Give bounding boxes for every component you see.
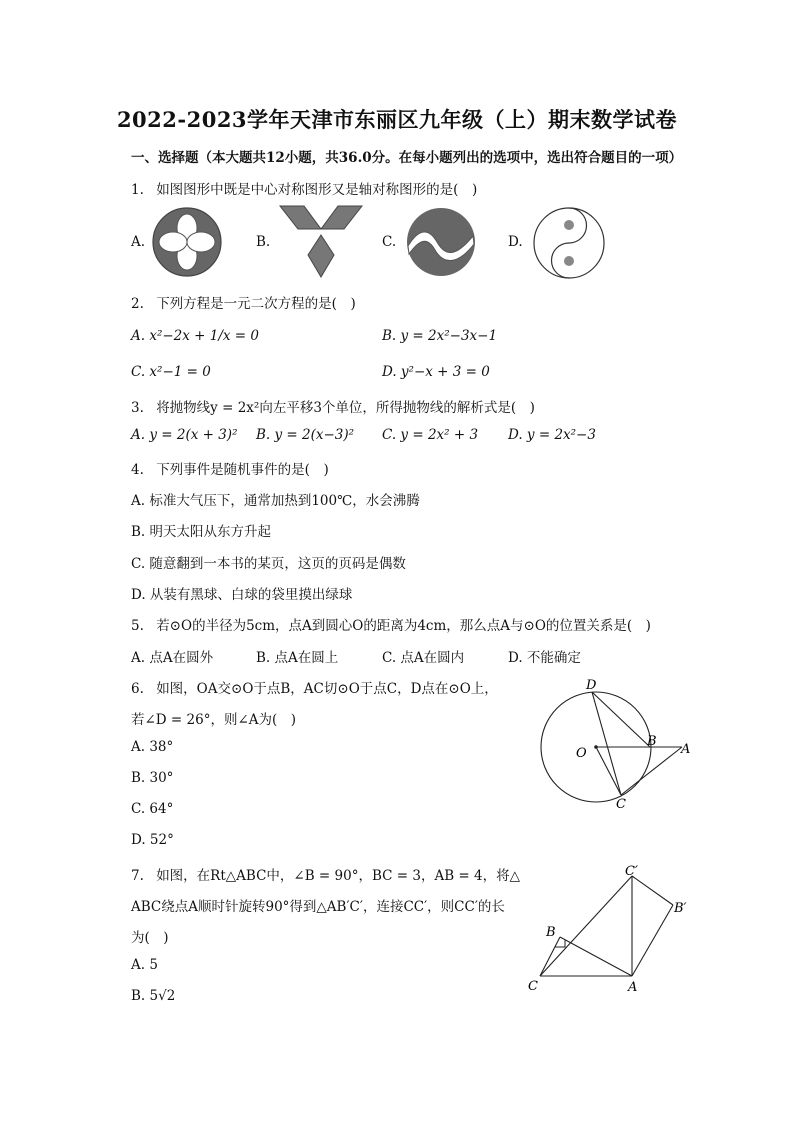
label-d: D xyxy=(586,678,597,693)
figure-q6-circle-tangent xyxy=(540,676,700,811)
option-b: B. 点A在圆上 xyxy=(256,650,339,666)
option-a: A. 5 xyxy=(131,957,158,973)
option-c: C. xyxy=(382,234,397,250)
label-c: C xyxy=(528,979,538,994)
page-title: 2022-2023学年天津市东丽区九年级（上）期末数学试卷 xyxy=(116,107,678,132)
section-heading: 一、选择题（本大题共12小题，共36.0分。在每小题列出的选项中，选出符合题目的一项） xyxy=(131,150,683,166)
figure-a-flower-circle xyxy=(151,206,223,278)
option-c: C. 随意翻到一本书的某页，这页的页码是偶数 xyxy=(131,556,406,572)
option-d: D. xyxy=(508,234,523,250)
label-o: O xyxy=(576,746,587,761)
label-b: B xyxy=(647,734,657,749)
label-b: B xyxy=(546,925,556,940)
question-4 xyxy=(131,458,329,478)
question-stem: 将抛物线y = 2x²向左平移3个单位，所得抛物线的解析式是( ) xyxy=(156,400,535,416)
option-c: C. 点A在圆内 xyxy=(382,650,465,666)
option-b: B. y = 2(x−3)² xyxy=(256,427,355,443)
question-6 xyxy=(131,677,498,697)
label-b-prime: B′ xyxy=(674,901,687,916)
option-d: D. y = 2x²−3 xyxy=(508,427,596,443)
question-stem: 如图，OA交⊙O于点B，AC切⊙O于点C，D点在⊙O上， xyxy=(156,681,498,697)
option-a: A. xyxy=(131,234,146,250)
question-stem: 下列方程是一元二次方程的是( ) xyxy=(156,296,356,312)
question-stem: 若⊙O的半径为5cm，点A到圆心O的距离为4cm，那么点A与⊙O的位置关系是( ) xyxy=(156,618,651,634)
option-b: B. y = 2x²−3x−1 xyxy=(382,328,498,344)
figure-q7-rotation xyxy=(524,864,704,996)
option-c: C. y = 2x² + 3 xyxy=(382,427,479,443)
question-stem-line2: 若∠D = 26°，则∠A为( ) xyxy=(131,712,297,728)
question-5 xyxy=(131,614,651,634)
label-c-prime: C′ xyxy=(625,864,638,879)
question-2 xyxy=(131,292,356,312)
label-a: A xyxy=(681,742,691,757)
question-stem: 如图，在Rt△ABC中，∠B = 90°，BC = 3，AB = 4，将△ xyxy=(156,868,520,884)
question-stem: 下列事件是随机事件的是( ) xyxy=(156,462,329,478)
label-c: C xyxy=(616,797,626,812)
option-d: D. 从装有黑球、白球的袋里摸出绿球 xyxy=(131,587,353,603)
label-a: A xyxy=(628,980,638,995)
question-7 xyxy=(131,864,520,884)
question-number: 1. xyxy=(131,182,144,198)
question-1 xyxy=(131,178,477,198)
option-c: C. 64° xyxy=(131,801,174,817)
figure-c-wave-circle xyxy=(405,206,477,278)
question-stem-line2: ABC绕点A顺时针旋转90°得到△AB′C′，连接CC′，则CC′的长 xyxy=(131,899,505,915)
option-a: A. 38° xyxy=(131,739,174,755)
question-number: 4. xyxy=(131,462,144,478)
question-number: 2. xyxy=(131,296,144,312)
question-number: 7. xyxy=(131,868,144,884)
option-b: B. 明天太阳从东方升起 xyxy=(131,524,272,540)
question-stem: 如图图形中既是中心对称图形又是轴对称图形的是( ) xyxy=(156,182,478,198)
question-number: 3. xyxy=(131,400,144,416)
option-d: D. y²−x + 3 = 0 xyxy=(382,364,490,380)
option-a: A. y = 2(x + 3)² xyxy=(131,427,238,443)
figure-b-three-rhombi xyxy=(278,205,364,279)
question-3 xyxy=(131,396,535,416)
question-stem-line3: 为( ) xyxy=(131,930,169,946)
option-a: A. 标准大气压下，通常加热到100℃，水会沸腾 xyxy=(131,493,420,509)
option-a: A. 点A在圆外 xyxy=(131,650,214,666)
option-a: A. x²−2x + 1/x = 0 xyxy=(131,328,259,344)
question-number: 6. xyxy=(131,681,144,697)
option-d: D. 不能确定 xyxy=(508,650,581,666)
option-c: C. x²−1 = 0 xyxy=(131,364,211,380)
figure-d-yin-yang xyxy=(532,206,606,280)
option-b: B. 5√2 xyxy=(131,988,176,1004)
option-d: D. 52° xyxy=(131,832,174,848)
question-number: 5. xyxy=(131,618,144,634)
option-b: B. xyxy=(256,234,271,250)
option-b: B. 30° xyxy=(131,770,174,786)
